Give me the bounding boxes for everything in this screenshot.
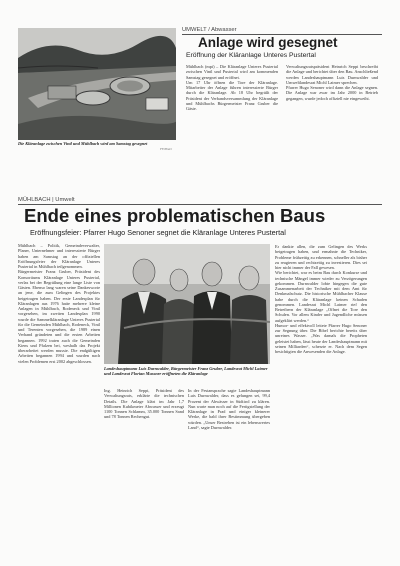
headline: Anlage wird gesegnet <box>198 35 338 50</box>
officials-group-illustration <box>104 244 270 364</box>
section-label: MÜHLBACH | Umwelt <box>18 197 75 203</box>
group-photo <box>104 244 270 364</box>
photo-caption: Die Kläranlage zwischen Vintl und Mühlbach wird am Samstag gesegnet <box>18 141 148 146</box>
article-column-3: Er dankte allen, die zum Gelingen des Werks beigetragen haben, und ermahnte die Techniker, Probleme frühzeitig zu erkennen, schneller als bisher zu reagieren und rechtzeitig zu investieren. Dies sei hier nicht immer der Fall gewesen. Wie berichtet, war es beim Bau durch Konkurse und technische Mängel immer wieder zu Verzögerungen gekommen. Durnwalder lobte hingegen die gute Zusammenarbeit der Techniker mit dem Amt für Denkmalschutz. Die historische Mühlbacher Klause habe durch die Kläranlage keinen Schaden genommen. Landesrat Michl Laimer rief den Betreibern der Kläranlage „Offnet die Tore den Schulen. Vor allem Kinder und Jugendliche müssen aufgeklärt werden.“ Humor- und effektvoll leitete Pfarrer Hugo Senoner zur Segnung über. Die Bibel berichte bereits über unreines Wasser. „Was damals die Propheten geleistet haben, lässt heute der Landeshauptmann mit seinen Milliarden“, scherzte er. Nach dem Segen besichtigten die Anwesenden die Anlage. <box>275 244 367 354</box>
article-column-2: Verwaltungsratspräsident Heinrich Seppi beschreibt die Anlage und berichtet über den Bau. Anschließend werden Landeshauptmann Luis Durnwalder und Umweltlandesrat Michl Laimer sprechen. Pfarrer Hugo Senoner wird dann die Anlage segnen. Die Anlage war zwar im Jahr 2000 in Betrieb gegangen, wurde jedoch offiziell nie eingeweiht. <box>286 64 378 101</box>
article-column-2: Ing. Heinrich Seppi, Präsident des Verwaltungsrats, erklärte die technischen Details. Die Anlage klärt im Jahr 1,7 Millionen Kubikmeter Abwasser und erzeugt 1100 Tonnen Schlamm, 35.000 Tonnen Sand und 78 Tonnen Rechengut. <box>104 388 184 420</box>
article-column-1: Mühlbach (mpi) – Die Kläranlage Unteres Pustertal zwischen Vintl und Pustertal wird am kommenden Samstag gesegnet und eröffnet. Um 17 Uhr öffnen die Tore der Kläranlage. Mitarbeiter der Anlage führen interessierte Bürger durch die Kläranlage. Ab 18 Uhr begrüßt der Präsident der Verbandsversammlung der Kläranlage und Mühlbachs Bürgermeister Franz Gruber die Gäste. <box>186 64 278 111</box>
subheadline: Eröffnungsfeier: Pfarrer Hugo Senoner segnet die Kläranlage Unteres Pustertal <box>30 228 286 237</box>
section-label: UMWELT / Abwasser <box>182 27 237 33</box>
subheadline: Eröffnung der Kläranlage Unteres Pustertal <box>186 52 316 59</box>
plant-aerial-illustration <box>18 28 176 140</box>
headline: Ende eines problematischen Baus <box>24 205 326 226</box>
article-column-1: Mühlbach – Politik, Gemeindeverwalter, Planer, Unternehmer und interessierte Bürger haben am Samstag an der offiziellen Eröffnungsfeier der Kläranlage Unteres Pustertal in Mühlbach teilgenommen. Bürgermeister Franz Gruber, Präsident des Konsortiums Kläranlage Unteres Pustertal, verlas bei der Begrüßung eine lange Liste von Gästen. Ebenso lang waren seine Dankesworte an jene, die zum Gelingen des Projektes beigetragen haben. Der erste Landesplan für Kläranlagen aus 1976 hatte mehrere kleine Anlagen in Mühlbach, Rodeneck und Vintl vorgesehen, im zweiten Landesplan 1990 wurde die Sammelkläranlage Unteres Pustertal für die Gemeinden Mühlbach, Rodeneck, Vintl und Terenten vorgesehen, die 1989 einen Verband gründeten und die ersten Arbeiten begannen. 1992 traten auch die Gemeinden Kiens und Pfalzen bei, weshalb das Projekt überarbeitet werden musste. Die endgültigen Arbeiten begannen 1994 und wurden nach vielen Problemen erst 2002 abgeschlossen. <box>18 243 100 364</box>
article-column-2b: In der Festansprache sagte Landeshauptmann Luis Durnwalder, dass es gelungen sei, 99,4 Prozent der Abwässer in Südtirol zu klären. Nun warte man noch auf die Fertigstellung der Kläranlage in Prad und einiger kleinerer Werke, die bald ihrer Bestimmung übergeben würden. „Unser Bestreben ist ein lebenswertes Land“, sagte Durnwalder. <box>188 388 270 430</box>
treatment-plant-photo <box>18 28 176 140</box>
photo-caption: Landeshauptmann Luis Durnwalder, Bürgermeister Franz Gruber, Landesrat Michl Laimer und Landesrat Florian Mussner eröffneten die Kläranlage <box>104 366 268 377</box>
photo-credit: FF/Pinter <box>160 147 172 151</box>
